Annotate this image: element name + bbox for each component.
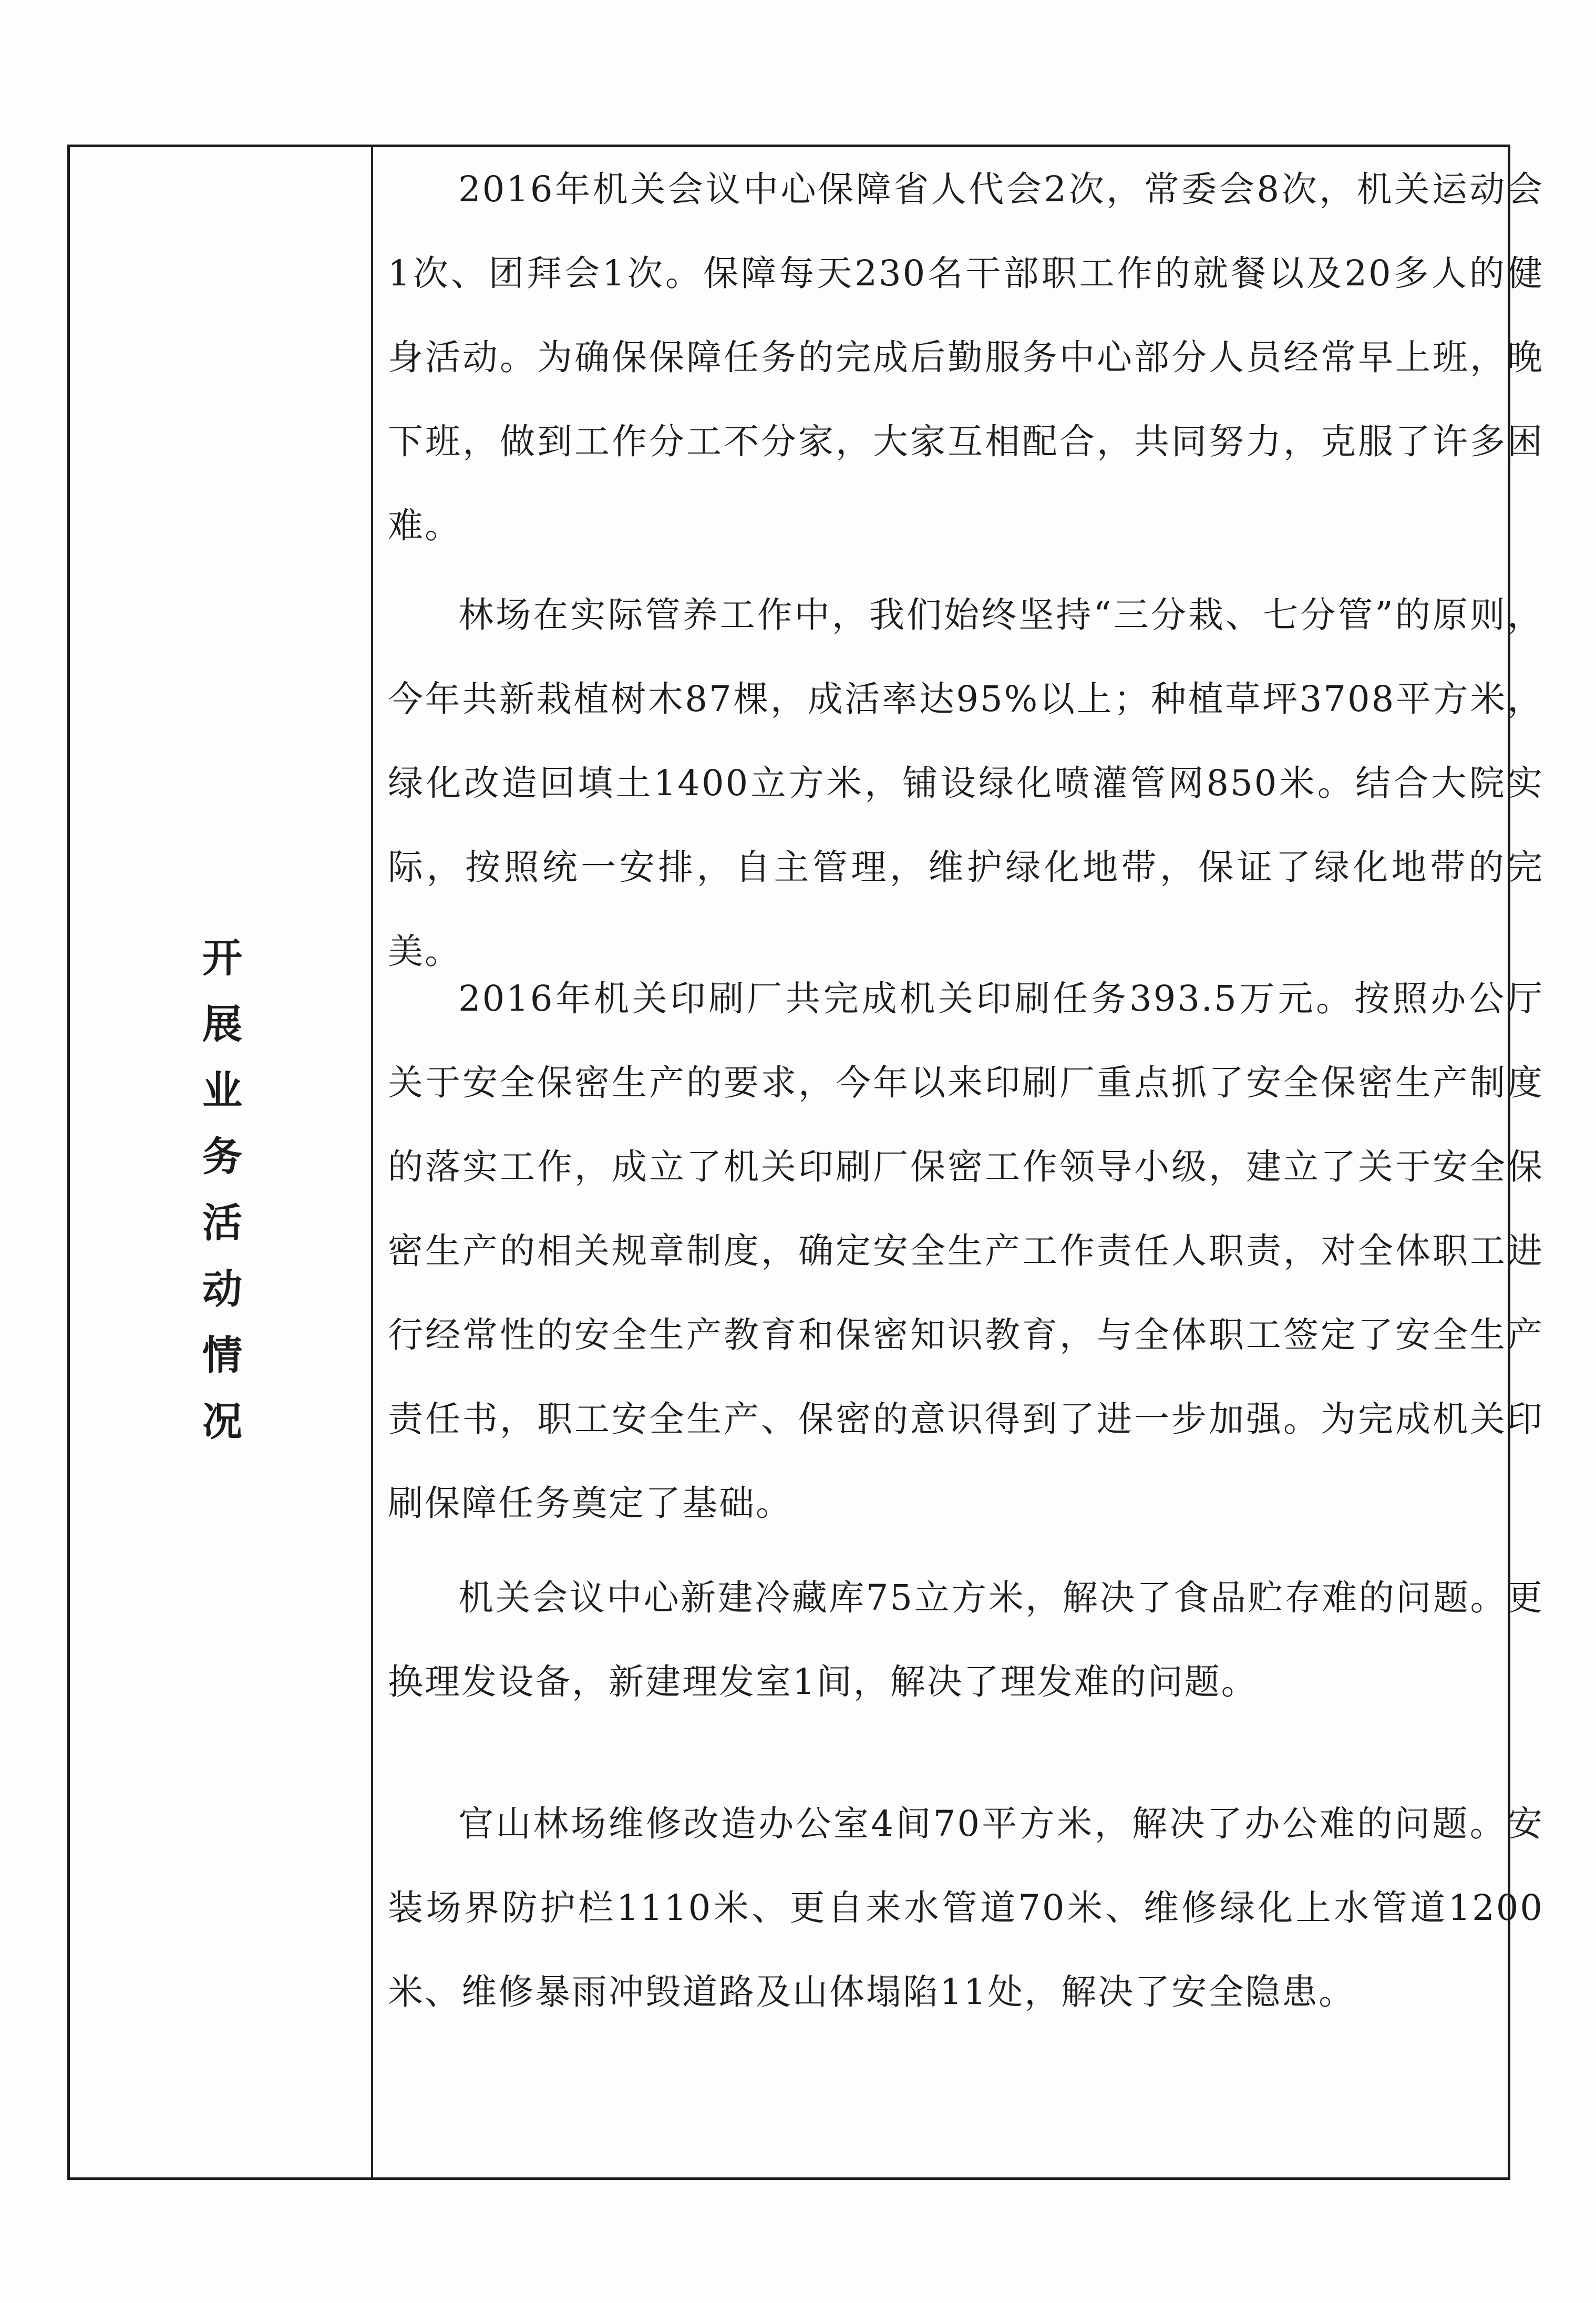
paragraph-guanshan-forest: 官山林场维修改造办公室4间70平方米，解决了办公难的问题。安装场界防护栏1110米、更自来水管道70米、维修绿化上水管道1200米、维修暴雨冲毁道路及山体塌陷11处，解决了安全隐患。 <box>388 1803 1544 2012</box>
label-column <box>70 147 371 2177</box>
paragraph-forestry: 林场在实际管养工作中，我们始终坚持“三分栽、七分管”的原则，今年共新栽植树木87棵，成活率达95%以上；种植草坪3708平方米，绿化改造回填土1400立方米，铺设绿化喷灌管网850米。结合大院实际，按照统一安排，自主管理，维护绿化地带，保证了绿化地带的完美。 <box>388 594 1544 972</box>
paragraph-conference-center: 2016年机关会议中心保障省人代会2次，常委会8次，机关运动会1次、团拜会1次。保障每天230名干部职工作的就餐以及20多人的健身活动。为确保保障任务的完成后勤服务中心部分人员经常早上班，晚下班，做到工作分工不分家，大家互相配合，共同努力，克服了许多困难。 <box>388 169 1544 546</box>
column-divider <box>371 147 373 2177</box>
report-table <box>67 145 1544 2180</box>
paragraph-printing-plant: 2016年机关印刷厂共完成机关印刷任务393.5万元。按照办公厅关于安全保密生产的要求，今年以来印刷厂重点抓了安全保密生产制度的落实工作，成立了机关印刷厂保密工作领导小级，建立了关于安全保密生产的相关规章制度，确定安全生产工作责任人职责，对全体职工进行经常性的安全生产教育和保密知识教育，与全体职工签定了安全生产责任书，职工安全生产、保密的意识得到了进一步加强。为完成机关印刷保障任务奠定了基础。 <box>388 978 1544 1524</box>
paragraph-cold-storage: 机关会议中心新建冷藏库75立方米，解决了食品贮存难的问题。更换理发设备，新建理发室1间，解决了理发难的问题。 <box>388 1577 1544 1702</box>
section-label: 开展业务活动情况 <box>202 934 242 1445</box>
